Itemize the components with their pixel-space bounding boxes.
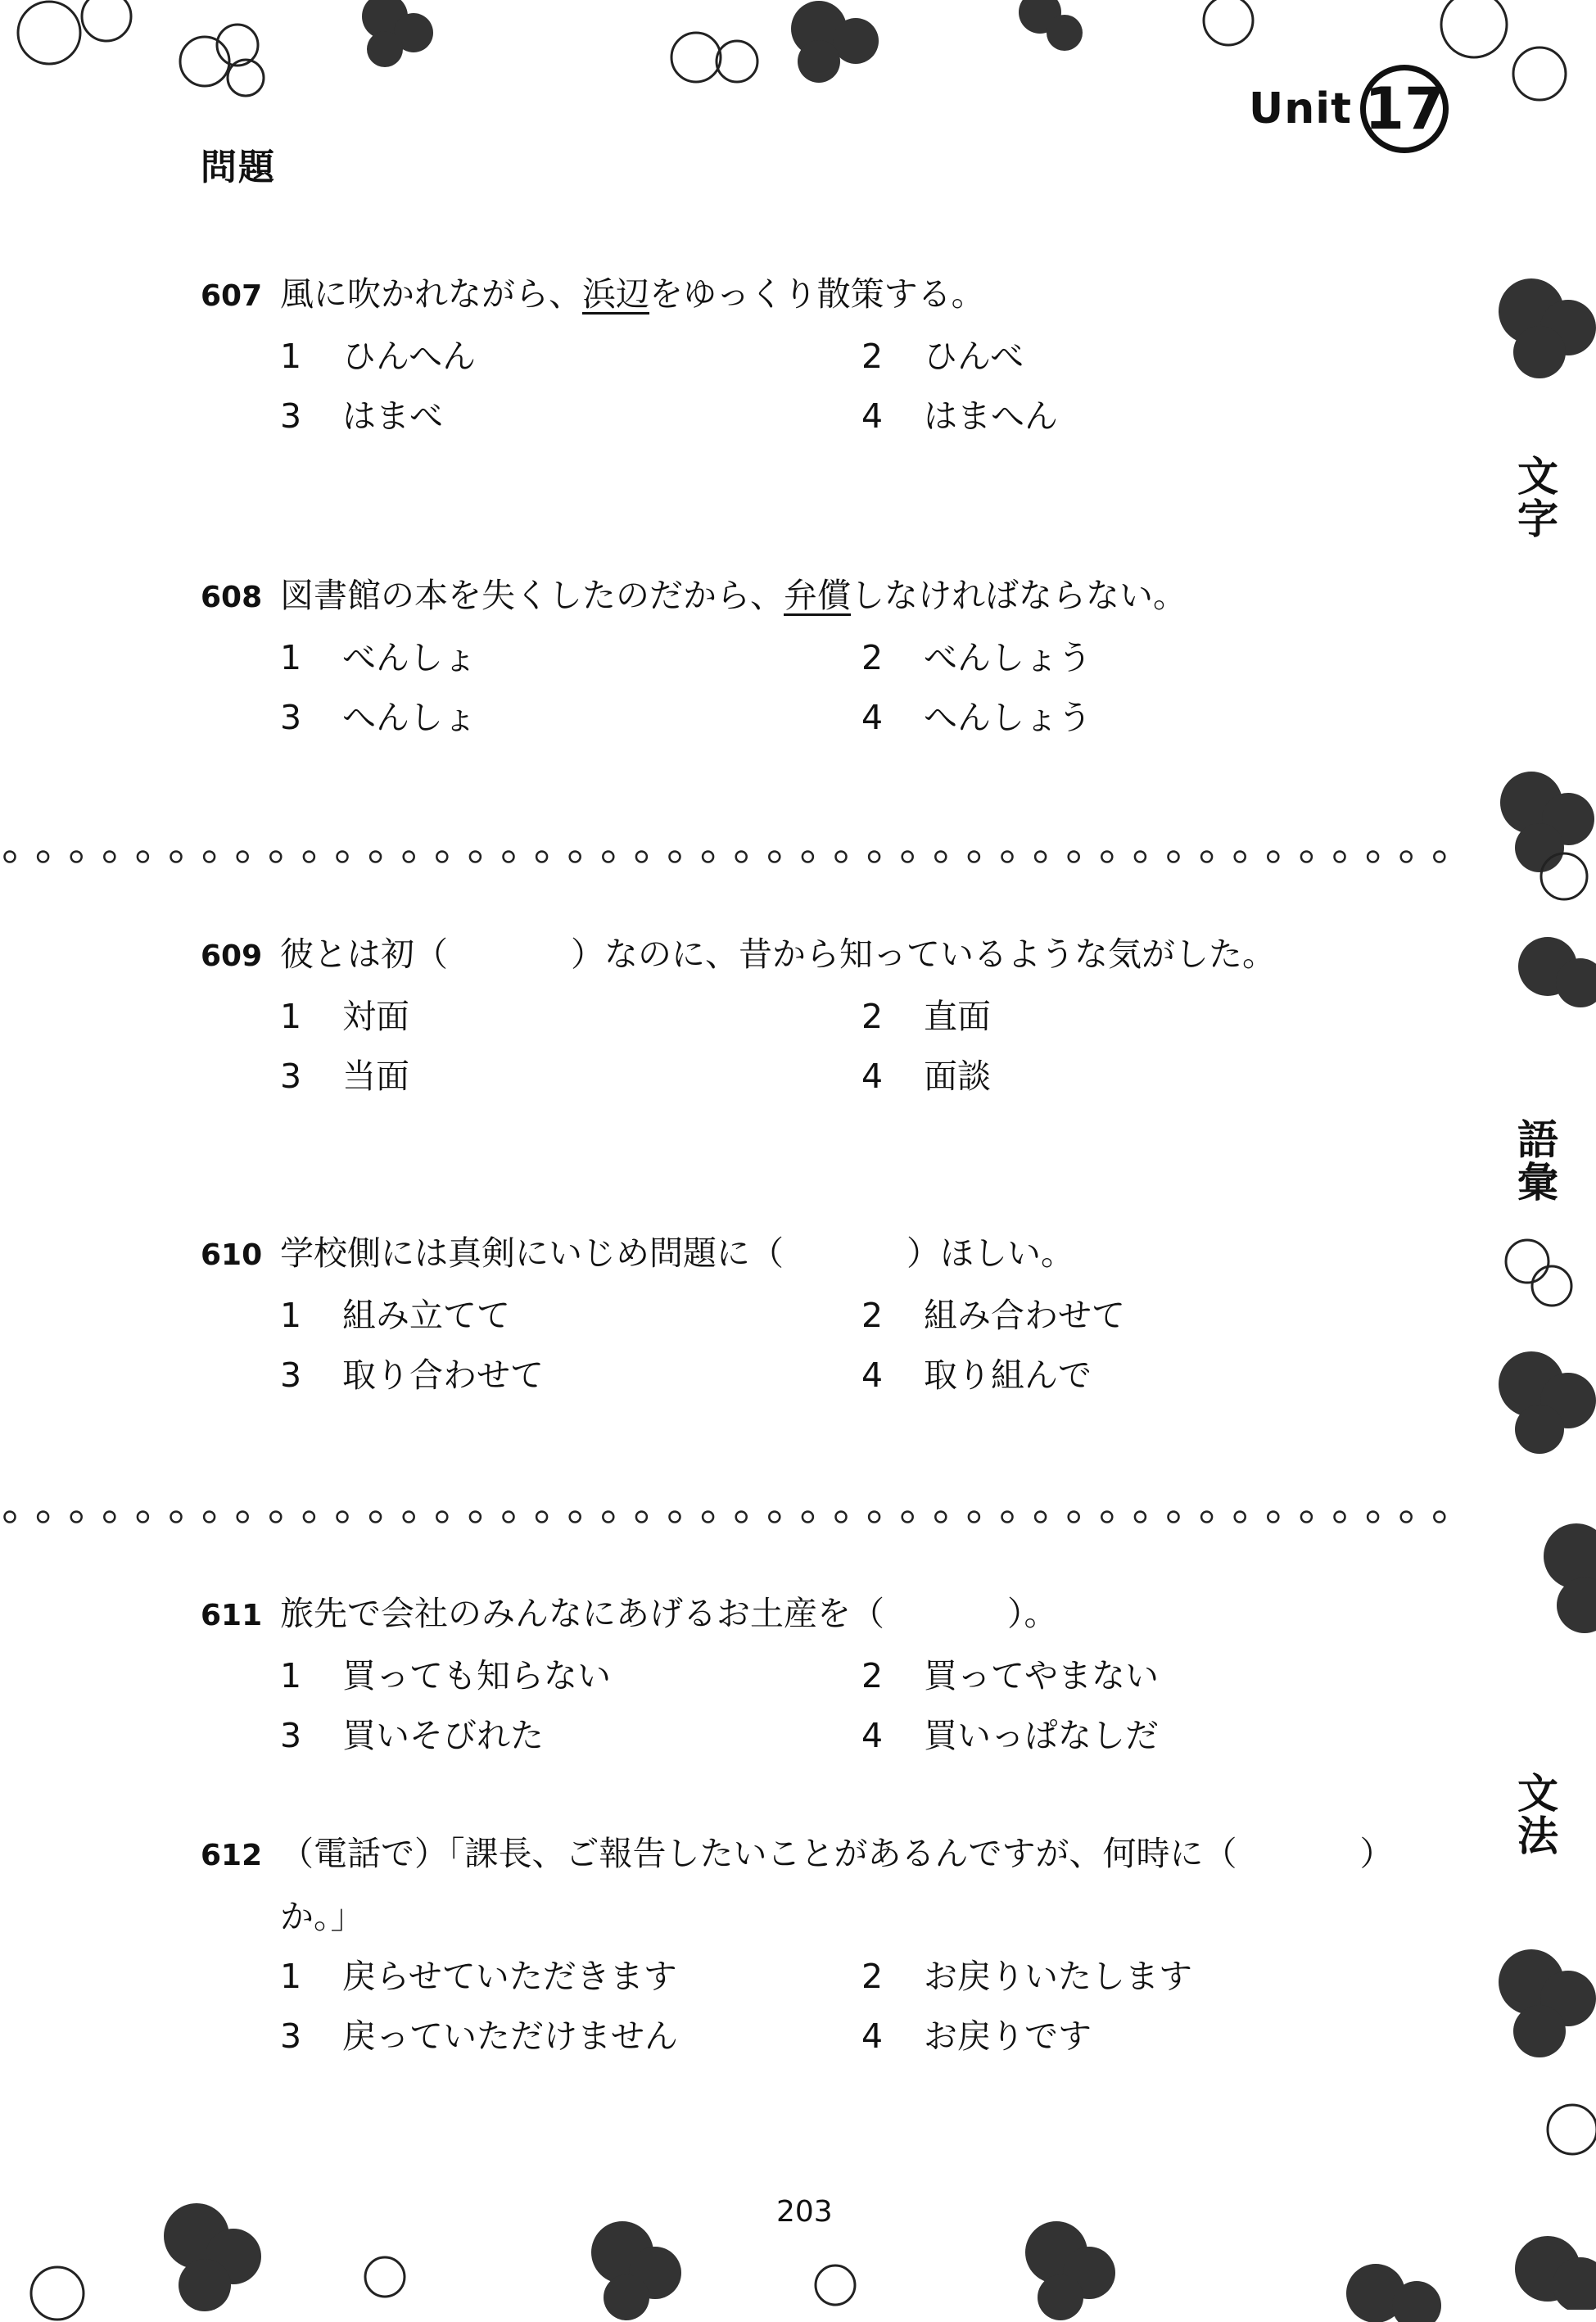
option-2[interactable]: 2 組み合わせて [861,1296,1125,1335]
question-number: 611 [201,1599,263,1632]
question-stem: 610 学校側には真剣にいじめ問題に（ ）ほしい。 [201,1223,1454,1286]
question-stem: 611 旅先で会社のみんなにあげるお土産を（ ）。 [201,1583,1454,1646]
option-1[interactable]: 1 買っても知らない [280,1656,611,1695]
side-tab-bunpo: 文法 [1511,1772,1558,1857]
side-tab-goi: 語彙 [1511,1118,1558,1203]
option-3[interactable]: 3 買いそびれた [280,1716,544,1755]
question-612 [201,1823,1454,2066]
question-number: 609 [201,939,263,973]
option-2[interactable]: 2 べんしょう [861,638,1092,677]
question-number: 607 [201,279,263,313]
option-3[interactable]: 3 戻っていただけません [280,2016,678,2056]
option-3[interactable]: 3 取り合わせて [280,1356,544,1395]
underlined-word: 弁償 [784,576,851,615]
question-608 [201,565,1454,748]
option-1[interactable]: 1 組み立てて [280,1296,510,1335]
option-1[interactable]: 1 対面 [280,997,409,1036]
question-609 [201,924,1454,1107]
question-stem: 608 図書館の本を失くしたのだから、弁償しなければならない。 [201,565,1454,628]
option-3[interactable]: 3 当面 [280,1057,409,1096]
underlined-word: 浜辺 [582,274,649,314]
option-4[interactable]: 4 取り組んで [861,1356,1092,1395]
option-1[interactable]: 1 べんしょ [280,638,477,677]
question-610 [201,1223,1454,1405]
question-stem: 609 彼とは初（ ）なのに、昔から知っているような気がした。 [201,924,1454,987]
dotted-separator [3,1509,1453,1525]
side-tab-moji: 文字 [1511,455,1558,540]
option-4[interactable]: 4 お戻りです [861,2016,1092,2056]
option-4[interactable]: 4 買いっぱなしだ [861,1716,1159,1755]
option-1[interactable]: 1 ひんへん [280,337,477,376]
option-2[interactable]: 2 ひんべ [861,337,1024,376]
option-3[interactable]: 3 はまべ [280,396,443,436]
option-1[interactable]: 1 戻らせていただきます [280,1957,677,1996]
section-title: 問題 [201,147,276,188]
unit-badge [1249,61,1449,156]
unit-label: Unit [1249,84,1352,134]
flower-decoration-right [1449,246,1596,2310]
option-3[interactable]: 3 へんしょ [280,698,477,737]
unit-number: 17 [1360,65,1449,153]
option-2[interactable]: 2 買ってやまない [861,1656,1159,1695]
option-2[interactable]: 2 直面 [861,997,991,1036]
flower-decoration-bottom [0,2162,1449,2322]
option-4[interactable]: 4 へんしょう [861,698,1092,737]
question-stem: 607 風に吹かれながら、浜辺をゆっくり散策する。 [201,264,1454,327]
page-number: 203 [776,2195,833,2229]
question-607 [201,264,1454,446]
question-number: 610 [201,1238,263,1272]
question-stem-continued: か。」 [280,1897,364,1936]
option-2[interactable]: 2 お戻りいたします [861,1957,1192,1996]
question-stem: 612 （電話で）「課長、ご報告したいことがあるんですが、何時に（ ） [201,1823,1454,1886]
question-611 [201,1583,1454,1766]
question-number: 612 [201,1839,263,1872]
option-4[interactable]: 4 はまへん [861,396,1058,436]
dotted-separator [3,849,1453,865]
question-number: 608 [201,581,263,614]
option-4[interactable]: 4 面談 [861,1057,991,1096]
